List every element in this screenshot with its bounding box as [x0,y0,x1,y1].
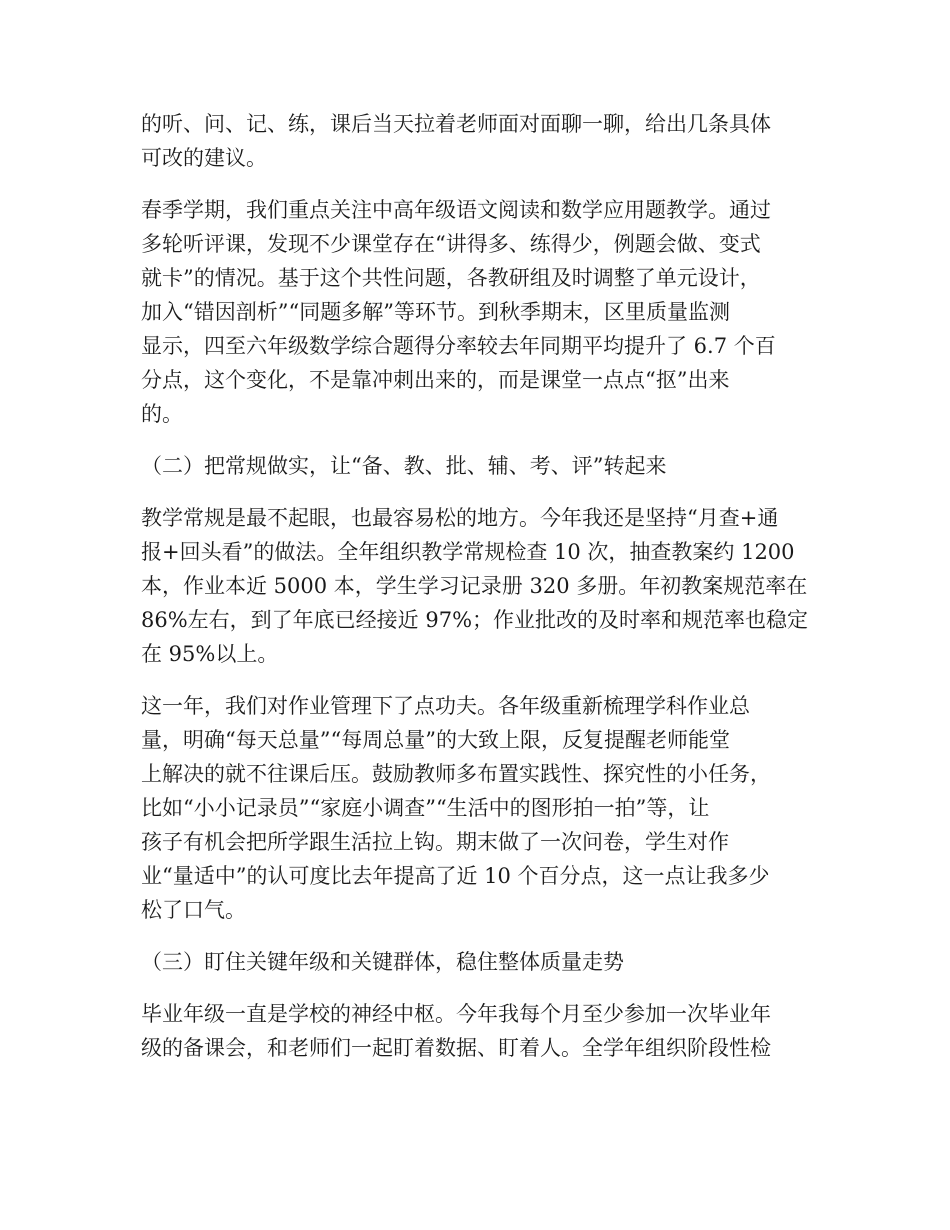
paragraph-line: 在 95%以上。 [141,642,279,666]
paragraph-line: 就卡”的情况。基于这个共性问题，各教研组及时调整了单元设计， [141,266,761,290]
heading-text: （三）盯住关键年级和关键群体，稳住整体质量走势 [141,950,624,974]
paragraph-line: 比如“小小记录员”“家庭小调查”“生活中的图形拍一拍”等，让 [141,796,710,820]
paragraph-line: 级的备课会，和老师们一起盯着数据、盯着人。全学年组织阶段性检 [141,1036,771,1060]
paragraph-line: 加入“错因剖析”“同题多解”等环节。到秋季期末，区里质量监测 [141,300,730,324]
body-paragraph [141,107,806,175]
body-paragraph [141,997,806,1065]
paragraph-line: 毕业年级一直是学校的神经中枢。今年我每个月至少参加一次毕业年 [141,1002,771,1026]
paragraph-line: 的。 [141,402,183,426]
body-paragraph [141,193,806,431]
paragraph-line: 量，明确“每天总量”“每周总量”的大致上限，反复提醒老师能堂 [141,728,730,752]
paragraph-line: 分点，这个变化，不是靠冲刺出来的，而是课堂一点点“抠”出来 [141,368,730,392]
paragraph-line: 多轮听评课，发现不少课堂存在“讲得多、练得少，例题会做、变式 [141,232,761,256]
paragraph-line: 可改的建议。 [141,146,267,170]
paragraph-line: 本，作业本近 5000 本，学生学习记录册 320 多册。年初教案规范率在 [141,574,808,598]
section-heading [141,449,806,483]
paragraph-line: 这一年，我们对作业管理下了点功夫。各年级重新梳理学科作业总 [141,694,750,718]
section-heading [141,945,806,979]
paragraph-line: 教学常规是最不起眼，也最容易松的地方。今年我还是坚持“月查+通 [141,506,779,530]
paragraph-line: 春季学期，我们重点关注中高年级语文阅读和数学应用题教学。通过 [141,198,771,222]
body-paragraph [141,689,806,927]
body-paragraph [141,501,809,671]
paragraph-line: 报+回头看”的做法。全年组织教学常规检查 10 次，抽查教案约 1200 [141,540,795,564]
paragraph-line: 松了口气。 [141,898,246,922]
paragraph-line: 孩子有机会把所学跟生活拉上钩。期末做了一次问卷，学生对作 [141,830,729,854]
heading-text: （二）把常规做实，让“备、教、批、辅、考、评”转起来 [141,454,667,478]
document-body [141,107,809,1083]
paragraph-line: 上解决的就不往课后压。鼓励教师多布置实践性、探究性的小任务， [141,762,771,786]
paragraph-line: 的听、问、记、练，课后当天拉着老师面对面聊一聊，给出几条具体 [141,112,771,136]
paragraph-line: 显示，四至六年级数学综合题得分率较去年同期平均提升了 6.7 个百 [141,334,776,358]
paragraph-line: 86%左右，到了年底已经接近 97%；作业批改的及时率和规范率也稳定 [141,608,809,632]
paragraph-line: 业“量适中”的认可度比去年提高了近 10 个百分点，这一点让我多少 [141,864,770,888]
